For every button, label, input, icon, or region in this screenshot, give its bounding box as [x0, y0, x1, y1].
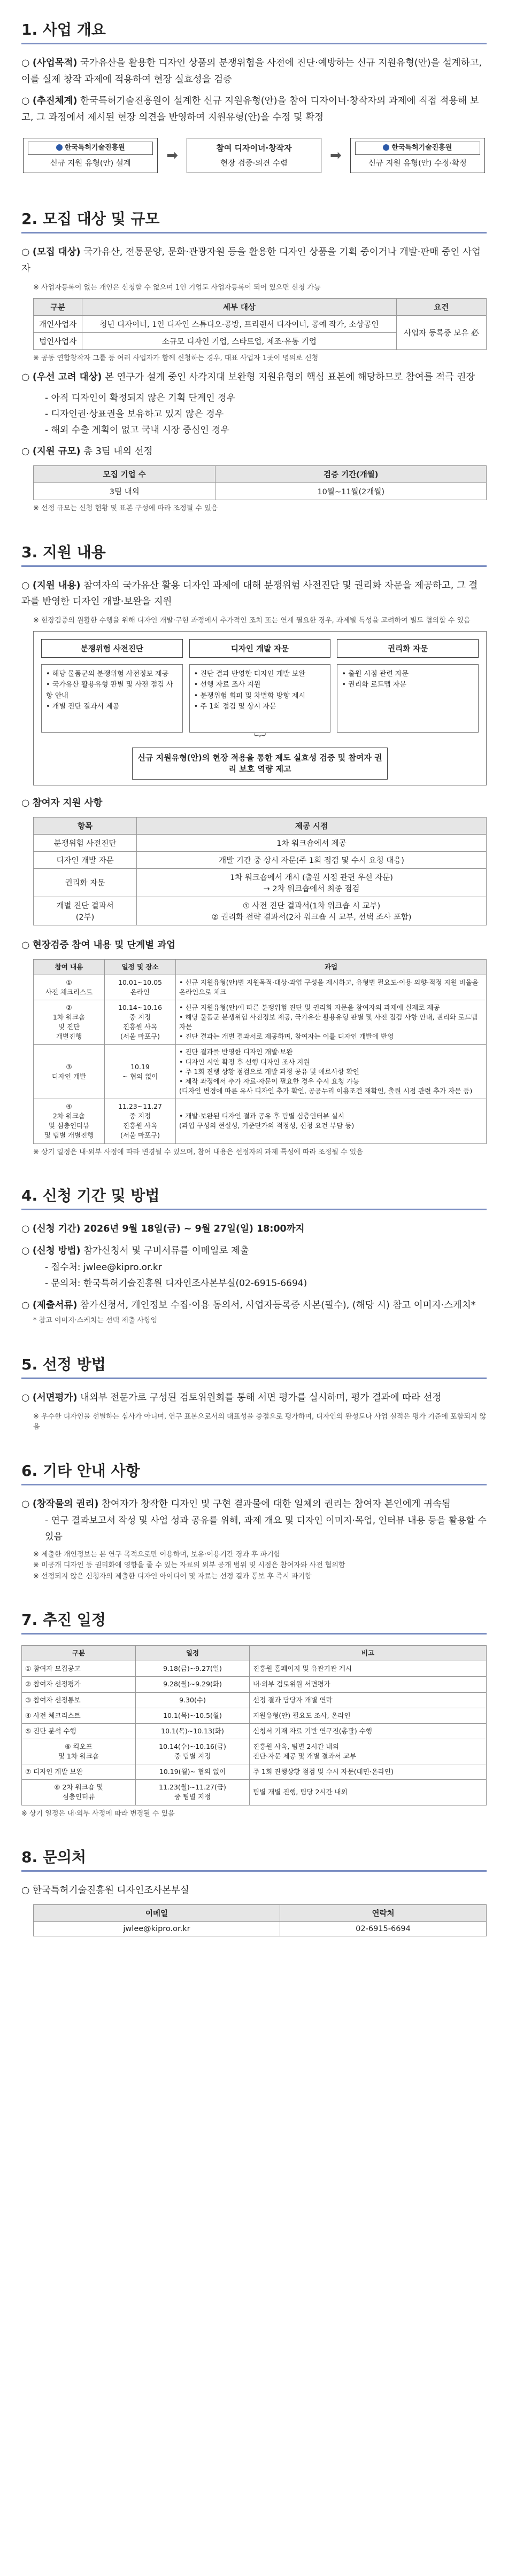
section-5-title: 5. 선정 방법	[21, 1353, 487, 1379]
table-row: ④ 2차 워크숍 및 심층인터뷰 및 팀별 개별진행 11.23~11.27 중 지정 진흥원 사옥 (서울 마포구) • 개발·보완된 디자인 결과 공유 후 팀별 심층인터뷰 실시 (과업 구성의 현실성, 기준단가의 적정성, 신청 요건 부담 등)	[34, 1099, 487, 1144]
s6-note: ※ 선정되지 않은 신청자의 제출한 디자인 아이디어 및 자료는 선정 결과 통보 후 즉시 파기함	[33, 1572, 312, 1581]
s4-note: * 참고 이미지·스케치는 선택 제출 사항임	[33, 1317, 158, 1325]
s2-target: ○ (모집 대상) 국가유산, 전통문양, 문화·관광자원 등을 활용한 디자인 상품을 기획 중이거나 개발·판매 중인 사업자	[21, 244, 487, 277]
contact-email: - 접수처: jwlee@kipro.or.kr	[45, 1262, 162, 1273]
kipro-logo-icon	[383, 144, 389, 151]
s3-items-heading: ○ 참여자 지원 사항	[21, 795, 487, 812]
table-row: ② 참여자 선정평가 9.28(월)~9.29(화) 내·외부 검토위원 서면평가	[22, 1677, 487, 1692]
s2-scale: ○ (지원 규모) 총 3팀 내외 선정	[21, 443, 487, 460]
section-3-title: 3. 지원 내용	[21, 541, 487, 567]
support-diagram	[33, 631, 487, 785]
flow-body-diagnosis: • 해당 물품군의 분쟁위험 사전정보 제공 • 국가유산 활용유형 판별 및 사전 점검 사항 안내 • 개별 진단 결과서 제공	[41, 664, 183, 733]
table-row: ③ 디자인 개발 10.19 ~ 협의 없이 • 진단 결과를 반영한 디자인 개발·보완 • 디자인 시안 확정 후 선행 디자인 조사 지원 • 주 1회 진행 상황 점검으로 개발 과정 공유 및 애로사항 확인 • 제작 과정에서 추가 자료·자문이 필요한 경우 수시 요청 가능 (디자인 변경에 따른 유사 디자인 추가 확인, 공공누리 이용조건 재확인, 출원 시점 관련 추가 자문 등)	[34, 1045, 487, 1099]
priority-item: - 디자인권·상표권을 보유하고 있지 않은 경우	[45, 408, 224, 419]
table-row: ⑦ 디자인 개발 보완 10.19(월)~ 협의 없이 주 1회 진행상황 점검 및 수시 자문(대면·온라인)	[22, 1764, 487, 1780]
s2-note-2: ※ 공동 연합창작자 그룹 등 여러 사업자가 함께 신청하는 경우, 대표 사업자 1곳이 명의로 신청	[33, 354, 319, 363]
priority-item: - 해외 수출 계획이 없고 국내 시장 중심인 경우	[45, 424, 229, 435]
s5-eval: ○ (서면평가) 내외부 전문가로 구성된 검토위원회를 통해 서면 평가를 실시하며, 평가 결과에 따라 선정	[21, 1390, 487, 1406]
s3-support: ○ (지원 내용) 참여자의 국가유산 활용 디자인 과제에 대해 분쟁위험 사전진단 및 권리화 자문을 제공하고, 그 결과를 반영한 디자인 개발·보완을 지원	[21, 578, 487, 610]
arrow-right-icon: ➡	[166, 147, 178, 164]
contact-phone: - 문의처: 한국특허기술진흥원 디자인조사본부실(02-6915-6694)	[45, 1278, 307, 1289]
contact-email-cell: jwlee@kipro.or.kr	[34, 1921, 280, 1936]
table-row: ⑥ 킥오프 및 1차 워크숍 10.14(수)~10.16(금) 중 팀별 지정 진흥원 사옥, 팀별 2시간 내외 진단·자문 제공 및 개별 결과서 교부	[22, 1739, 487, 1764]
support-items-table: 항목 제공 시점 분쟁위험 사전진단 1차 워크숍에서 제공 디자인 개발 자문 개발 기간 중 상시 자문(주 1회 점검 및 수시 요청 대응) 권리화 자문 1차 워크숍에서 개시 (출원 시점 관련 우선 자문) → 2차 워크숍에서 최종 점검 개별 진단 결과서 (2부) ① 사전 진단 결과서(1차 워크숍 시 교부) ② 권리화 전략 결과서(2차 워크숍 시 교부, 선택 조사 포함)	[33, 817, 487, 925]
section-2-title: 2. 모집 대상 및 규모	[21, 207, 487, 234]
priority-item: - 아직 디자인이 확정되지 않은 기획 단계인 경우	[45, 393, 235, 404]
schedule-table: 구분 일정 비고 ① 참여자 모집공고 9.18(금)~9.27(일) 진흥원 홈페이지 및 유관기관 게시 ② 참여자 선정평가 9.28(월)~9.29(화) 내·외부 검토위원 서면평가 ③ 참여자 선정통보 9.30(수) 선정 결과 담당자 개별 연락 ④ 사전 체크리스트 10.1(목)~10.5(월) 지원유형(안) 필요도 조사, 온라인 ⑤ 진단 분석 수행 10.1(목)~10.13(화) 신청서 기재 자료 기반 연구진(총괄) 수행 ⑥ 킥오프 및 1차 워크숍 10.14(수)~10.16(금) 중 팀별 지정 진흥원 사옥, 팀별 2시간 내외 진단·자문 제공 및 개별 결과서 교부 ⑦ 디자인 개발 보완 10.19(월)~ 협의 없이 주 1회 진행상황 점검 및 수시 자문(대면·온라인) ⑧ 2차 워크숍 및 심층인터뷰 11.23(월)~11.27(금) 중 팀별 지정 팀별 개별 진행, 팀당 2시간 내외	[21, 1645, 487, 1805]
arrow-right-icon: ➡	[330, 147, 342, 164]
stages-table: 참여 내용 일정 및 장소 과업 ① 사전 체크리스트 10.01~10.05 온라인 • 신규 지원유형(안)별 지원목적·대상·과업 구성을 제시하고, 유형별 필요도·이용 의향·적정 지원 비율을 온라인으로 체크 ② 1차 워크숍 및 진단 개별진행 10.14~10.16 중 지정 진흥원 사옥 (서울 마포구) • 신규 지원유형(안)에 따른 분쟁위험 진단 및 권리화 자문을 참여자의 과제에 실제로 제공 • 해당 물품군 분쟁위험 사전정보 제공, 국가유산 활용유형 판별 및 사전 점검 사항 안내, 권리화 로드맵 자문 • 진단 결과는 개별 결과서로 제공하며, 참여자는 이를 디자인 개발에 반영 ③ 디자인 개발 10.19 ~ 협의 없이 • 진단 결과를 반영한 디자인 개발·보완 • 디자인 시안 확정 후 선행 디자인 조사 지원 • 주 1회 진행 상황 점검으로 개발 과정 공유 및 애로사항 확인 • 제작 과정에서 추가 자료·자문이 필요한 경우 수시 요청 가능 (디자인 변경에 따른 유사 디자인 추가 확인, 공공누리 이용조건 재확인, 출원 시점 관련 추가 자문 등) ④ 2차 워크숍 및 심층인터뷰 및 팀별 개별진행 11.23~11.27 중 지정 진흥원 사옥 (서울 마포구) • 개발·보완된 디자인 결과 공유 후 팀별 심층인터뷰 실시 (과업 구성의 현실성, 기준단가의 적정성, 신청 요건 부담 등)	[33, 959, 487, 1144]
s6-rights: ○ (창작물의 권리) 참여자가 창작한 디자인 및 구현 결과물에 대한 일체의 권리는 참여자 본인에게 귀속됨	[21, 1496, 487, 1513]
table-row: ① 사전 체크리스트 10.01~10.05 온라인 • 신규 지원유형(안)별 지원목적·대상·과업 구성을 제시하고, 유형별 필요도·이용 의향·적정 지원 비율을 온라인으로 체크	[34, 975, 487, 1000]
s6-rights-item: - 연구 결과보고서 작성 및 사업 성과 공유를 위해, 과제 개요 및 디자인 이미지·목업, 인터뷰 내용 등을 활용할 수 있음	[45, 1515, 487, 1542]
table-row: ③ 참여자 선정통보 9.30(수) 선정 결과 담당자 개별 연락	[22, 1692, 487, 1708]
process-diagram	[21, 138, 487, 174]
s4-documents: ○ (제출서류) 참가신청서, 개인정보 수집·이용 동의서, 사업자등록증 사본(필수), (해당 시) 참고 이미지·스케치*	[21, 1297, 487, 1314]
s3-note-2: ※ 상기 일정은 내·외부 사정에 따라 변경될 수 있으며, 참여 내용은 선정자의 과제 특성에 따라 조정될 수 있음	[33, 1148, 363, 1156]
brace-icon: ︸	[253, 734, 266, 748]
table-row: 개별 진단 결과서 (2부) ① 사전 진단 결과서(1차 워크숍 시 교부) ② 권리화 전략 결과서(2차 워크숍 시 교부, 선택 조사 포함)	[34, 897, 487, 925]
contact-phone-cell: 02-6915-6694	[280, 1921, 487, 1936]
section-1-title: 1. 사업 개요	[21, 18, 487, 44]
flow-head-rights: 권리화 자문	[337, 639, 479, 658]
target-table: 구분 세부 대상 요건 개인사업자 청년 디자이너, 1인 디자인 스튜디오·공방, 프리랜서 디자이너, 공예 작가, 소상공인 사업자 등록증 보유 必 법인사업자 소규모 디자인 기업, 스타트업, 제조·유통 기업	[33, 298, 487, 350]
s1-system: ○ (추진체계) 한국특허기술진흥원이 설계한 신규 지원유형(안)을 참여 디자이너·창작자의 과제에 직접 적용해 보고, 그 과정에서 제시된 현장 의견을 반영하여 지원유형(안)을 수정 및 확정	[21, 93, 487, 126]
contact-table: 이메일 연락처 jwlee@kipro.or.kr 02-6915-6694	[33, 1904, 487, 1936]
table-row: 분쟁위험 사전진단 1차 워크숍에서 제공	[34, 834, 487, 851]
table-row: 디자인 개발 자문 개발 기간 중 상시 자문(주 1회 점검 및 수시 요청 대응)	[34, 851, 487, 868]
table-row: ⑧ 2차 워크숍 및 심층인터뷰 11.23(월)~11.27(금) 중 팀별 지정 팀별 개별 진행, 팀당 2시간 내외	[22, 1780, 487, 1805]
s8-org: ○ 한국특허기술진흥원 디자인조사본부실	[21, 1882, 487, 1899]
process-box-design: 한국특허기술진흥원 신규 지원 유형(안) 설계	[23, 138, 158, 173]
flow-head-diagnosis: 분쟁위험 사전진단	[41, 639, 183, 658]
flow-body-design: • 진단 결과 반영한 디자인 개발 보완 • 선행 자료 조사 지원 • 분쟁위험 회피 및 차별화 방향 제시 • 주 1회 점검 및 상시 자문	[189, 664, 331, 733]
s1-purpose: ○ (사업목적) 국가유산을 활용한 디자인 상품의 분쟁위험을 사전에 진단·예방하는 신규 지원유형(안)을 설계하고, 이를 실제 창작 과제에 적용하여 현장 실효성을 검증	[21, 55, 487, 88]
s6-note: ※ 제출한 개인정보는 본 연구 목적으로만 이용하며, 보유·이용기간 경과 후 파기함	[33, 1550, 281, 1559]
section-6-title: 6. 기타 안내 사항	[21, 1459, 487, 1485]
scale-table: 모집 기업 수 검증 기간(개월) 3팀 내외 10월~11월(2개월)	[33, 465, 487, 500]
s2-note-1: ※ 사업자등록이 없는 개인은 신청할 수 없으며 1인 기업도 사업자등록이 되어 있으면 신청 가능	[33, 283, 321, 292]
process-box-verify: 참여 디자이너·창작자 현장 검증·의견 수렴	[187, 138, 321, 174]
section-4-title: 4. 신청 기간 및 방법	[21, 1184, 487, 1210]
s3-stages-heading: ○ 현장검증 참여 내용 및 단계별 과업	[21, 937, 487, 954]
kipro-logo-icon	[56, 144, 63, 151]
table-row: 권리화 자문 1차 워크숍에서 개시 (출원 시점 관련 우선 자문) → 2차 워크숍에서 최종 점검	[34, 868, 487, 897]
s7-note: ※ 상기 일정은 내·외부 사정에 따라 변경될 수 있음	[21, 1809, 175, 1818]
s4-period: ○ (신청 기간) 2026년 9월 18일(금) ~ 9월 27일(일) 18:00까지	[21, 1221, 487, 1238]
table-row: ① 참여자 모집공고 9.18(금)~9.27(일) 진흥원 홈페이지 및 유관기관 게시	[22, 1661, 487, 1677]
process-box-confirm: 한국특허기술진흥원 신규 지원 유형(안) 수정·확정	[350, 138, 485, 173]
section-8-title: 8. 문의처	[21, 1846, 487, 1872]
table-row: ② 1차 워크숍 및 진단 개별진행 10.14~10.16 중 지정 진흥원 사옥 (서울 마포구) • 신규 지원유형(안)에 따른 분쟁위험 진단 및 권리화 자문을 참여자의 과제에 실제로 제공 • 해당 물품군 분쟁위험 사전정보 제공, 국가유산 활용유형 판별 및 사전 점검 사항 안내, 권리화 로드맵 자문 • 진단 결과는 개별 결과서로 제공하며, 참여자는 이를 디자인 개발에 반영	[34, 1000, 487, 1045]
section-7-title: 7. 추진 일정	[21, 1608, 487, 1635]
s6-note: ※ 미공개 디자인 등 권리화에 영향을 줄 수 있는 자료의 외부 공개 범위 및 시점은 참여자와 사전 협의함	[33, 1561, 345, 1570]
flow-head-design: 디자인 개발 자문	[189, 639, 331, 658]
s2-note-3: ※ 선정 규모는 신청 현황 및 표본 구성에 따라 조정될 수 있음	[33, 504, 218, 513]
s3-note-1: ※ 현장검증의 원활한 수행을 위해 디자인 개발·구현 과정에서 추가적인 조치 또는 연계 필요한 경우, 과제별 특성을 고려하여 별도 협의할 수 있음	[33, 616, 471, 625]
s4-method: ○ (신청 방법) 참가신청서 및 구비서류를 이메일로 제출	[21, 1243, 487, 1259]
s5-note: ※ 우수한 디자인을 선별하는 심사가 아니며, 연구 표본으로서의 대표성을 중점으로 평가하며, 디자인의 완성도나 사업 실적은 평가 기준에 포함되지 않음	[33, 1412, 487, 1431]
table-row: ⑤ 진단 분석 수행 10.1(목)~10.13(화) 신청서 기재 자료 기반 연구진(총괄) 수행	[22, 1723, 487, 1739]
s2-priority: ○ (우선 고려 대상) 본 연구가 설계 중인 사각지대 보완형 지원유형의 핵심 표본에 해당하므로 참여를 적극 권장	[21, 369, 487, 386]
table-row	[34, 1921, 487, 1936]
table-row: ④ 사전 체크리스트 10.1(목)~10.5(월) 지원유형(안) 필요도 조사, 온라인	[22, 1708, 487, 1723]
flow-result: 신규 지원유형(안)의 현장 적용을 통한 제도 실효성 검증 및 참여자 권리 보호 역량 제고	[132, 748, 388, 780]
flow-body-rights: • 출원 시점 관련 자문 • 권리화 로드맵 자문	[337, 664, 479, 733]
